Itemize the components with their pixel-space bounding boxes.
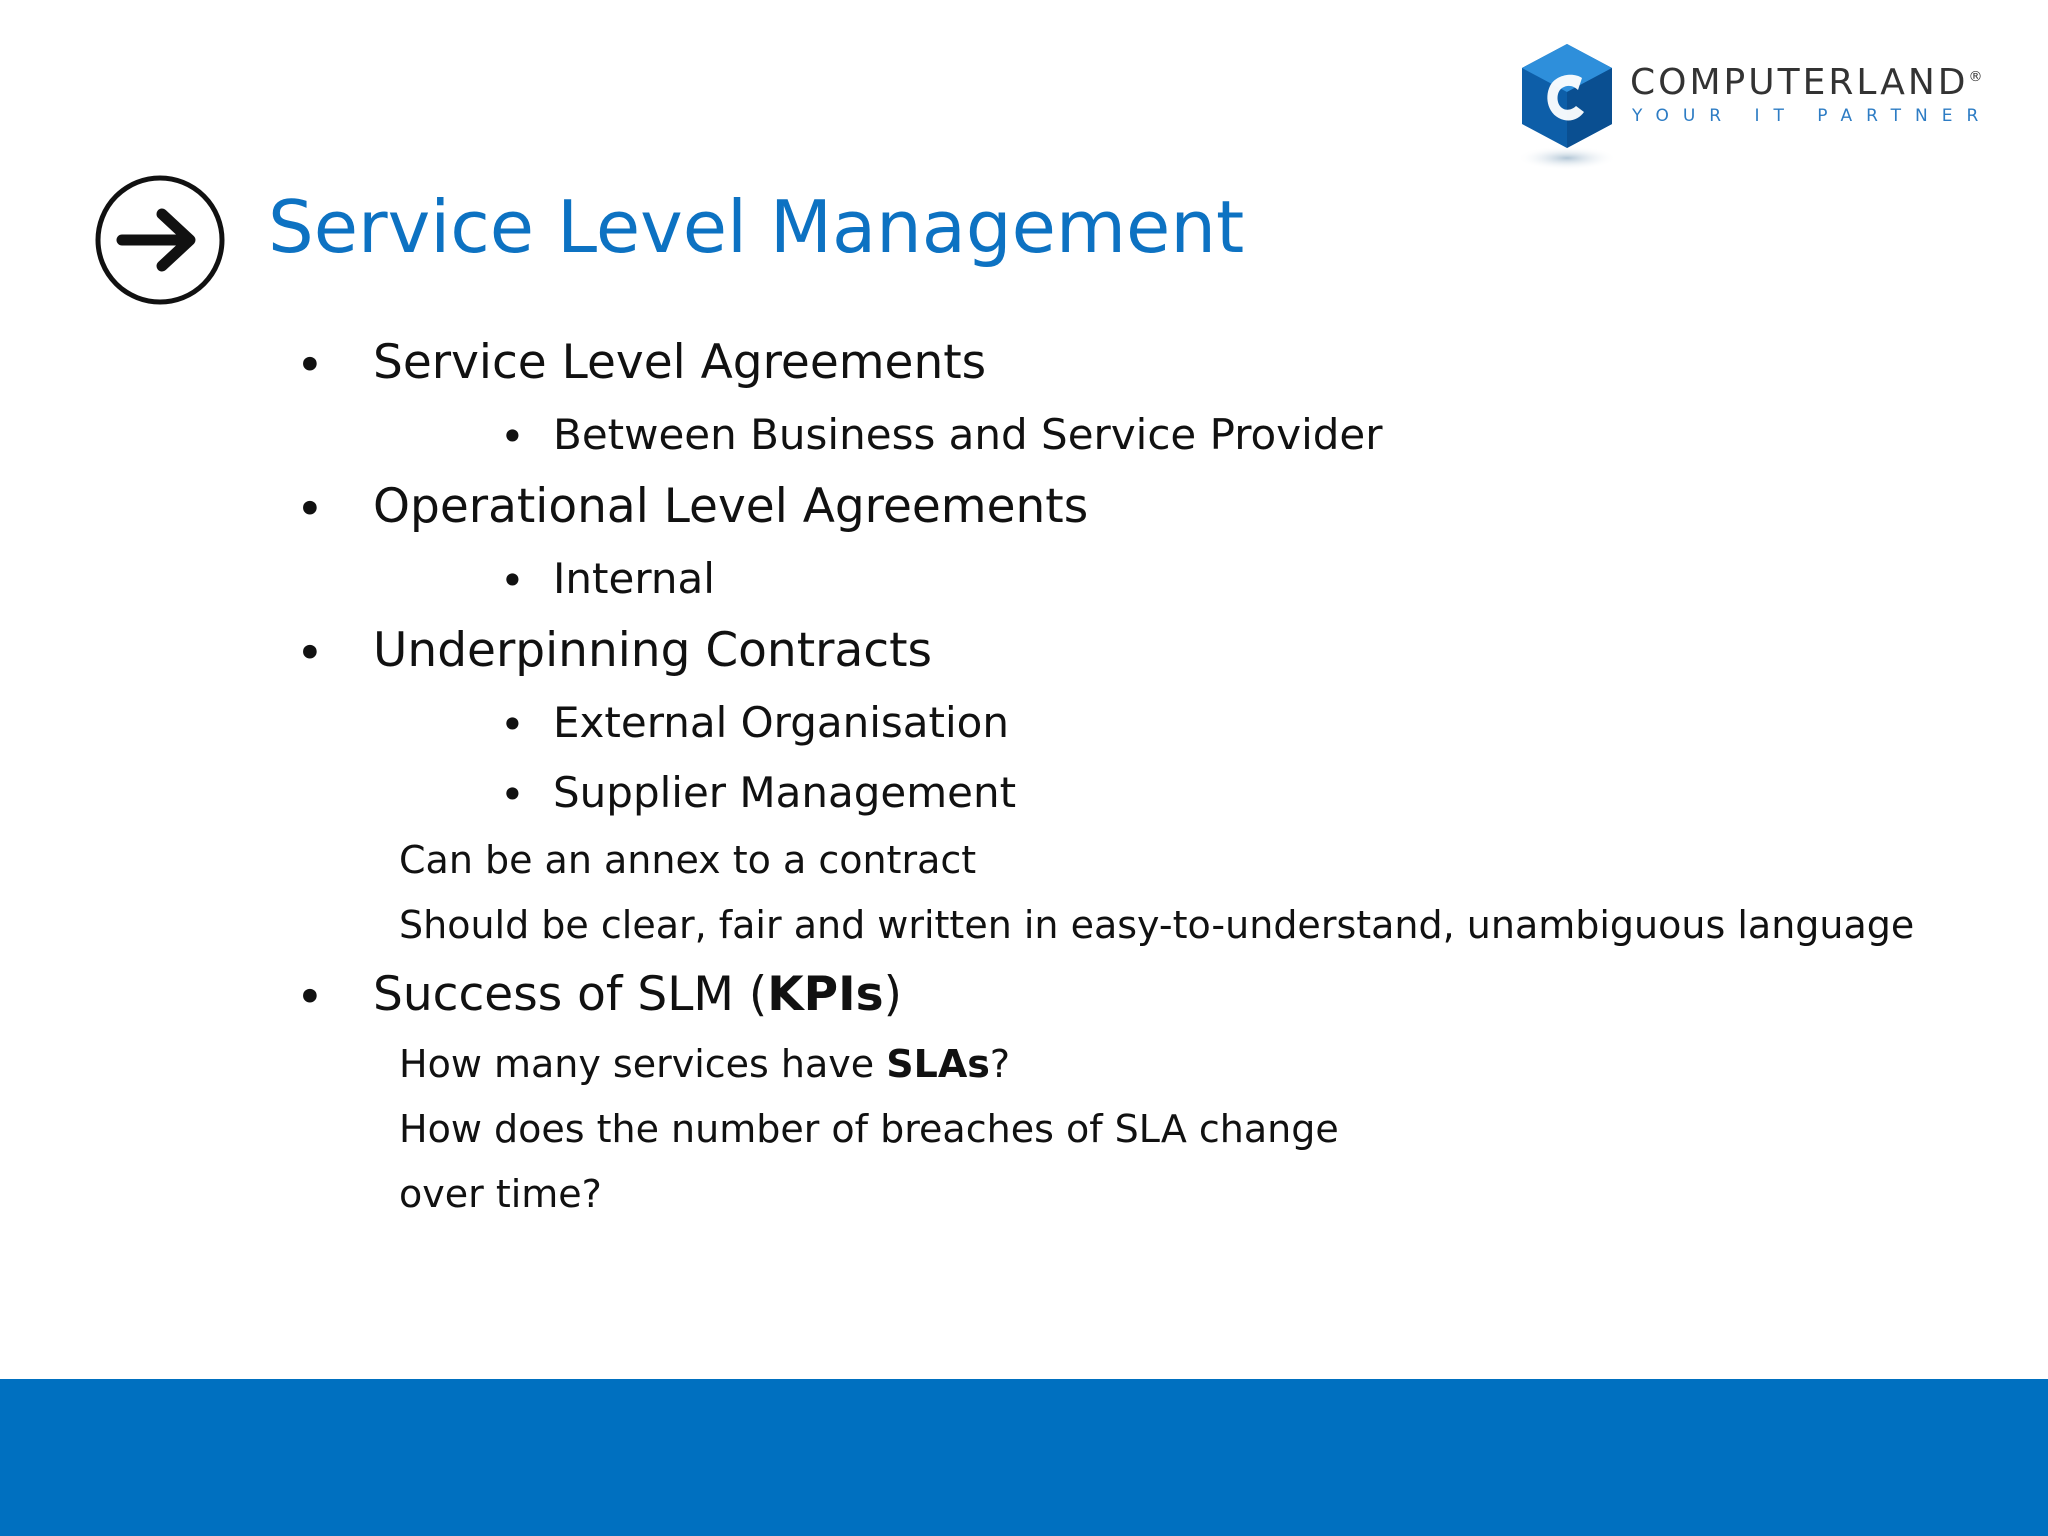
logo-name: COMPUTERLAND® xyxy=(1630,62,1986,103)
bullet-marker: • xyxy=(296,482,324,537)
q1-suffix: ? xyxy=(989,1042,1011,1086)
bullet-marker: • xyxy=(500,700,525,749)
note-line-2: Should be clear, fair and written in easy-to-understand, unambiguous language xyxy=(399,903,1915,947)
list-item-kpi xyxy=(373,967,902,1022)
list-item-uc: Underpinning Contracts xyxy=(373,623,933,678)
cube-logo-icon xyxy=(1512,36,1622,172)
bullet-marker: • xyxy=(500,556,525,605)
list-item-uc-sub2: Supplier Management xyxy=(553,768,1017,817)
list-item-sla: Service Level Agreements xyxy=(373,335,987,390)
arrow-right-circle-icon xyxy=(92,172,228,308)
footer-bar xyxy=(0,1379,2048,1536)
slide-title: Service Level Management xyxy=(268,185,1245,269)
logo-tagline: YOUR IT PARTNER xyxy=(1632,106,1993,126)
list-item-sla-sub: Between Business and Service Provider xyxy=(553,410,1383,459)
kpi-prefix: Success of SLM ( xyxy=(373,967,768,1022)
kpi-question-2-line-2: over time? xyxy=(399,1172,602,1216)
bullet-marker: • xyxy=(296,626,324,681)
kpi-question-2-line-1: How does the number of breaches of SLA change xyxy=(399,1107,1339,1151)
list-item-ola-sub: Internal xyxy=(553,554,715,603)
bullet-marker: • xyxy=(500,412,525,461)
bullet-marker: • xyxy=(296,970,324,1025)
note-line-1: Can be an annex to a contract xyxy=(399,838,977,882)
kpi-suffix: ) xyxy=(883,967,902,1022)
q1-bold: SLAs xyxy=(886,1042,990,1086)
list-item-ola: Operational Level Agreements xyxy=(373,479,1089,534)
q1-prefix: How many services have xyxy=(399,1042,887,1086)
kpi-question-1 xyxy=(399,1042,1010,1086)
kpi-bold: KPIs xyxy=(767,967,884,1022)
computerland-logo xyxy=(1512,36,2012,176)
bullet-marker: • xyxy=(296,338,324,393)
list-item-uc-sub1: External Organisation xyxy=(553,698,1009,747)
bullet-marker: • xyxy=(500,770,525,819)
